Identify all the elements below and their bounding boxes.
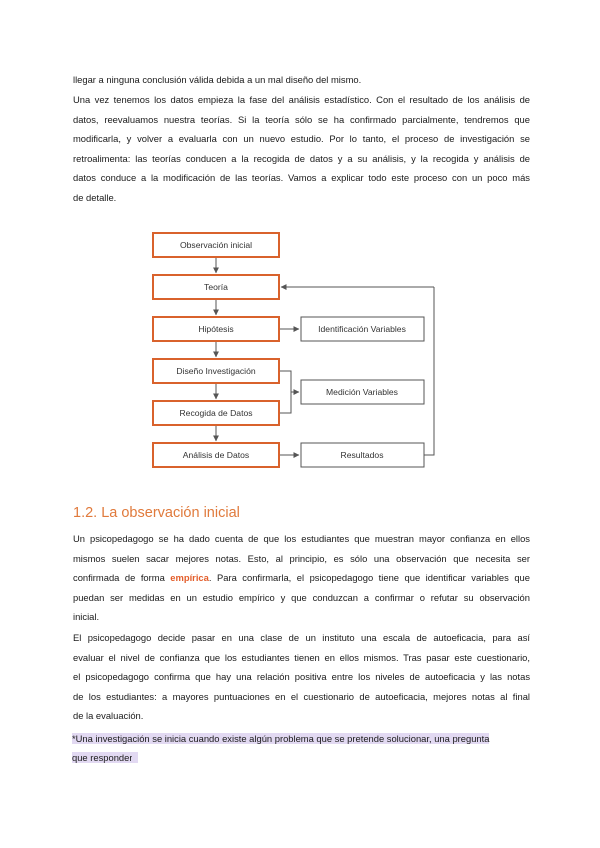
section-heading: 1.2. La observación inicial (73, 505, 240, 521)
text-line: modificarla, y volver a evaluarla con un nuevo estudio. Por lo tanto, el proceso de investigación se (73, 133, 530, 145)
highlighted-note (72, 729, 531, 767)
svg-text:Diseño Investigación: Diseño Investigación (176, 366, 256, 376)
text-line: puedan ser medidas en un estudio empírico y que conduzcan a confirmar o refutar su observación (73, 591, 530, 603)
svg-text:Identificación Variables: Identificación Variables (318, 324, 406, 334)
svg-text:Recogida de Datos: Recogida de Datos (179, 408, 253, 418)
svg-text:Medición Variables: Medición Variables (326, 387, 398, 397)
diagram-box-observacion (153, 233, 279, 257)
emphasis-term: empírica (170, 572, 209, 584)
text-line: el psicopedagogo confirma que hay una relación positiva entre los niveles de autoeficacia y las notas (73, 671, 530, 683)
text-line: evaluar el nivel de confianza que los estudiantes tienen en ellos mismos. Tras pasar este cuestionario, (73, 651, 530, 663)
text-line: llegar a ninguna conclusión válida debida a un mal diseño del mismo. (73, 74, 362, 85)
diagram-box-recogida (153, 401, 279, 425)
note-line: *Una investigación se inicia cuando existe algún problema que se pretende solucionar, una pregunta (72, 733, 490, 744)
svg-text:Teoría: Teoría (204, 282, 228, 292)
text-line: inicial. (73, 611, 100, 623)
diagram-box-identificacion (301, 317, 424, 341)
diagram-box-resultados (301, 443, 424, 467)
text-line: Un psicopedagogo se ha dado cuenta de que los estudiantes que muestran mayor confianza en ellos (73, 533, 530, 544)
text-line: de detalle. (73, 191, 117, 203)
text-line: datos conduce a la modificación de las teorías. Vamos a explicar todo este proceso con un poco más (73, 172, 530, 184)
svg-text:Análisis de Datos: Análisis de Datos (182, 450, 250, 460)
svg-text:Observación inicial: Observación inicial (179, 240, 253, 250)
diagram-box-diseno (153, 359, 279, 383)
diagram-box-hipotesis (153, 317, 279, 341)
text-line: mismos suelen sacar mejores notas. Esto, al principio, es sólo una observación que necesita ser (73, 552, 530, 564)
svg-text:Resultados: Resultados (340, 450, 384, 460)
diagram-box-analisis (153, 443, 279, 467)
text-line: de la evaluación. (73, 710, 144, 722)
text-line: confirmada de forma empírica. Para confirmarla, el psicopedagogo tiene que identificar variables que (73, 572, 530, 584)
text-line: Una vez tenemos los datos empieza la fase del análisis estadístico. Con el resultado de los análisis de (73, 94, 530, 105)
text-line: de los estudiantes: a mayores puntuaciones en el cuestionario de autoeficacia, mejores notas al final (73, 690, 530, 702)
paragraph-example (73, 628, 530, 726)
note-line: que responder (72, 752, 133, 763)
diagram-box-teoria (153, 275, 279, 299)
text-line: retroalimenta: las teorías conducen a la recogida de datos y a su análisis, y la recogida y análisis de (73, 152, 530, 164)
svg-text:Hipótesis: Hipótesis (198, 324, 234, 334)
paragraph-observation (73, 529, 530, 627)
diagram-box-medicion (301, 380, 424, 404)
text-line: El psicopedagogo decide pasar en una clase de un instituto una escala de autoeficacia, para así (73, 632, 530, 643)
text-line: datos, reevaluamos nuestra teorías. Si la teoría sólo se ha confirmado parcialmente, tendremos que (73, 113, 530, 125)
